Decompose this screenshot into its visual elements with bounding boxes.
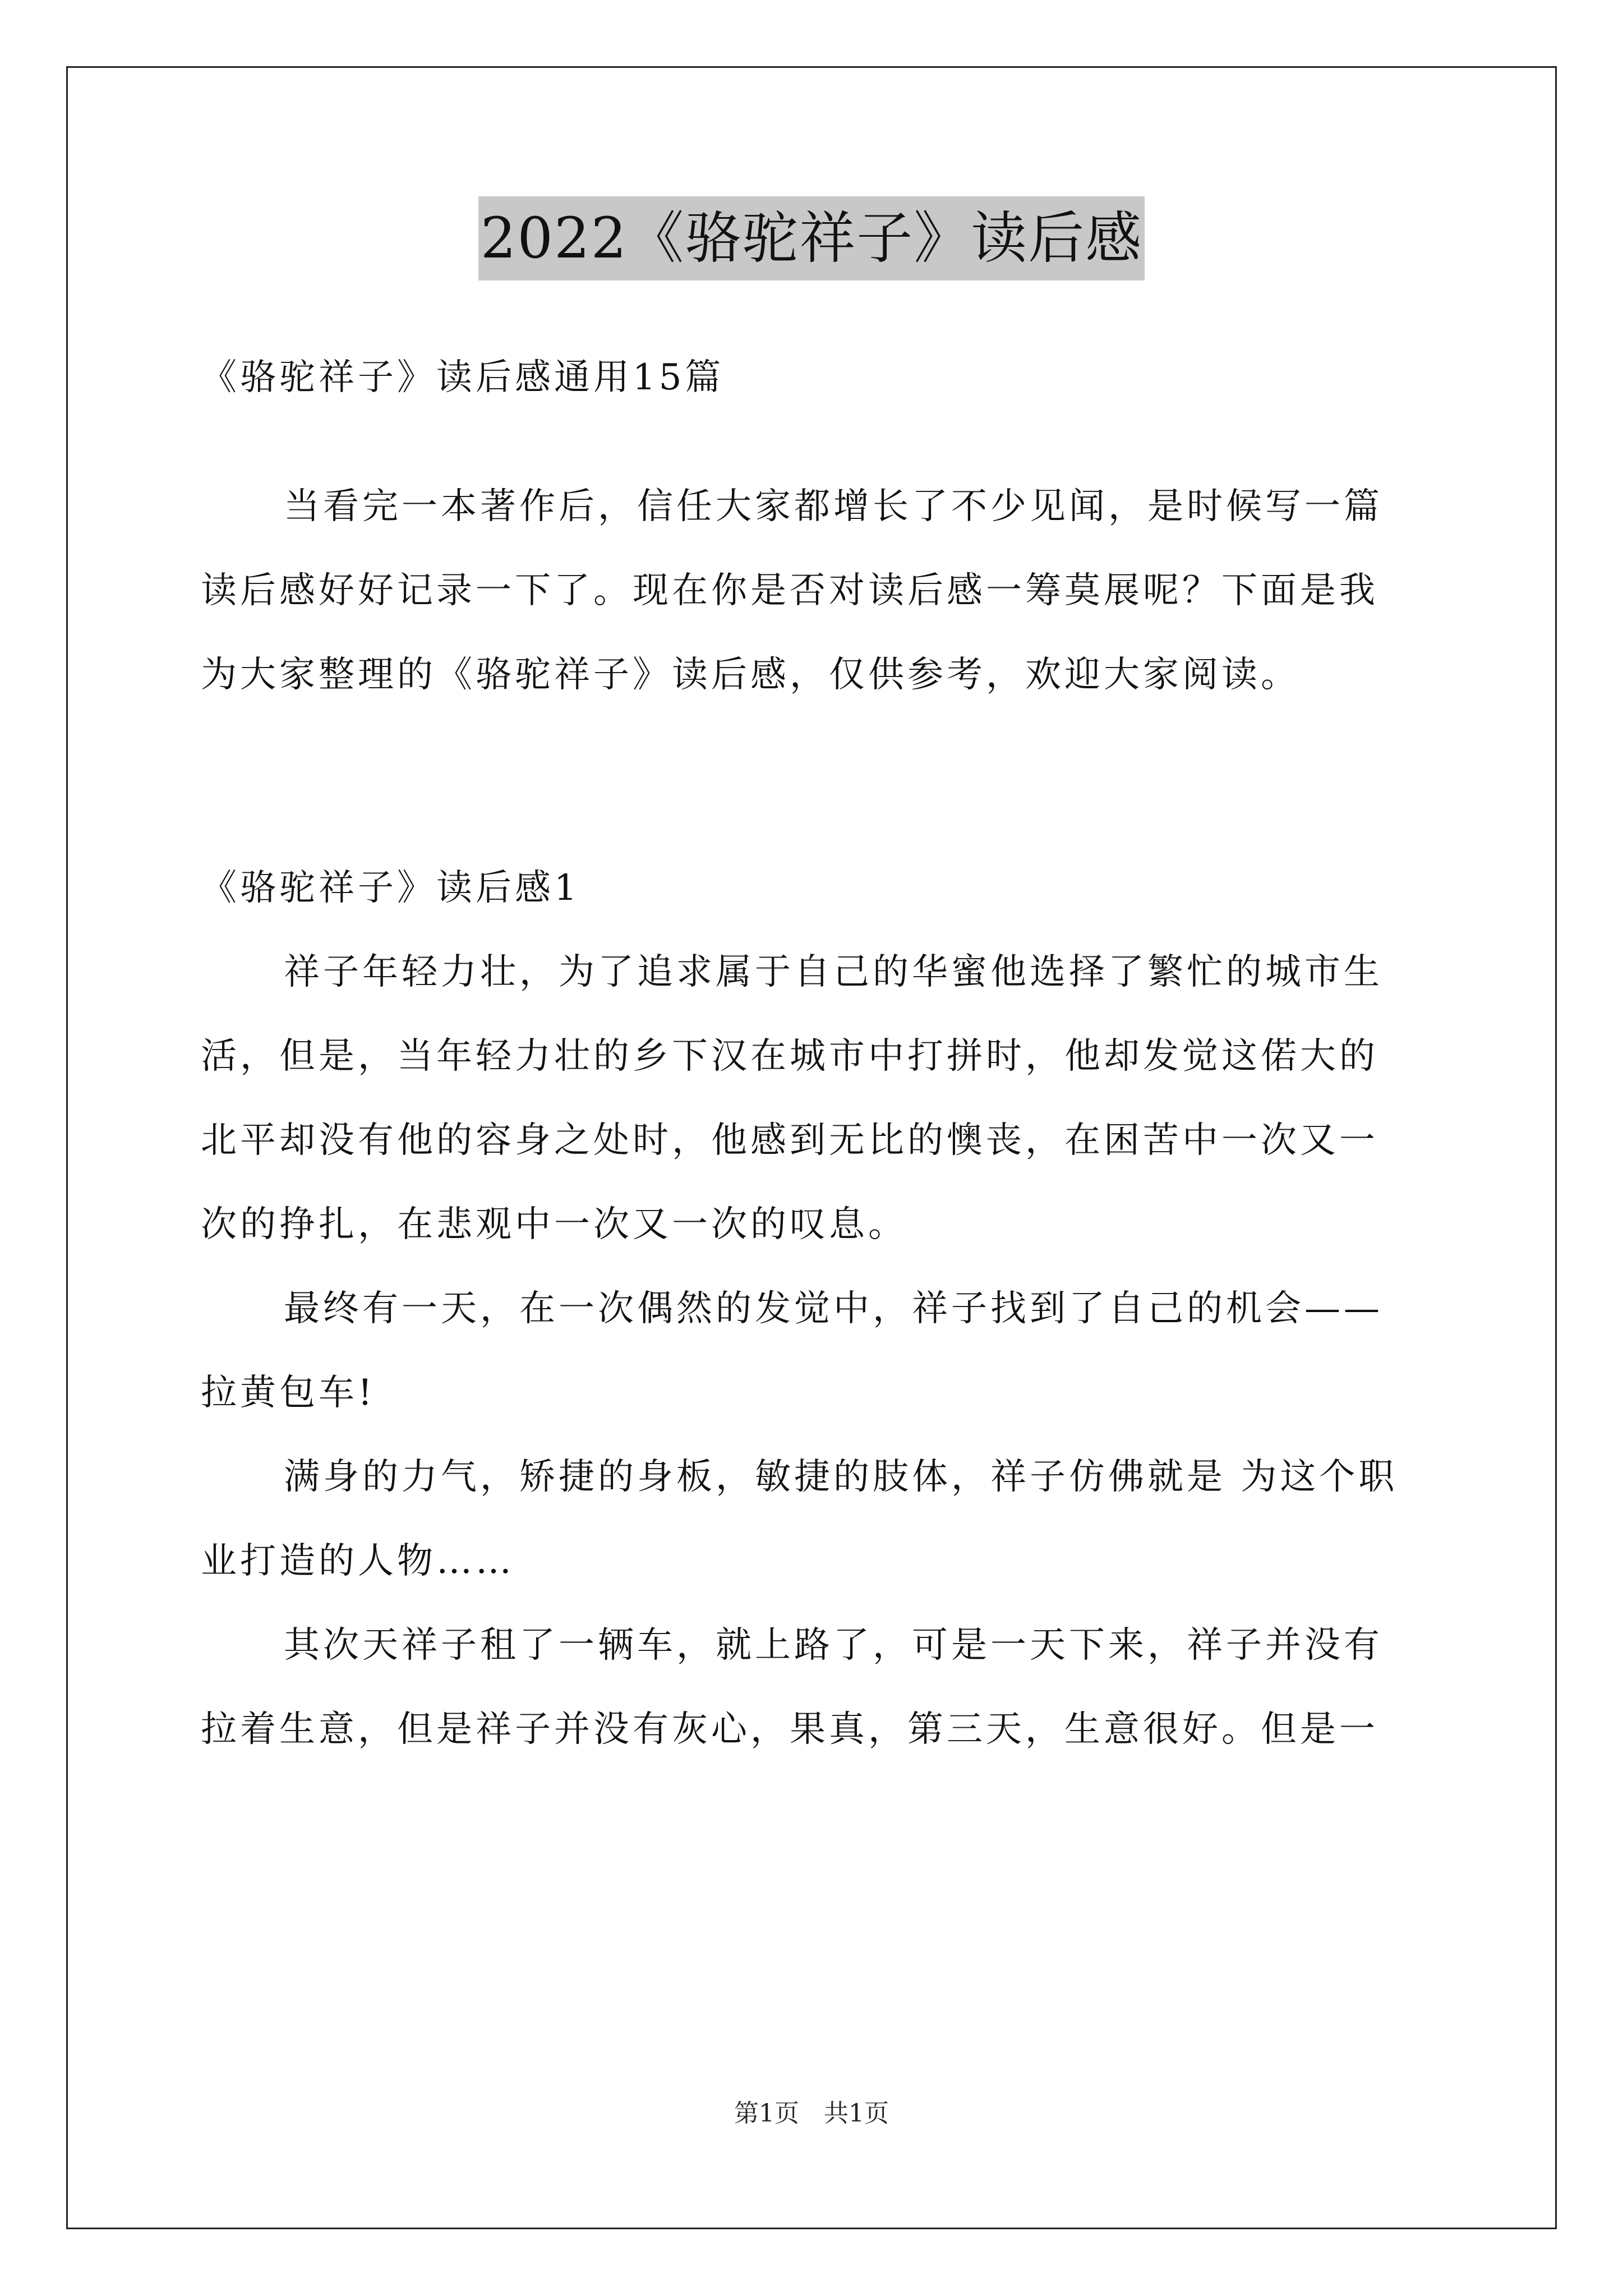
paragraph-2-line-1: 最终有一天，在一次偶然的发觉中，祥子找到了自己的机会—— (284, 1288, 1383, 1329)
spacer (201, 717, 1429, 846)
spacer (201, 420, 1429, 464)
section-heading: 《骆驼祥子》读后感1 (201, 867, 580, 909)
title-wrap (0, 196, 1623, 280)
paragraph-1-line-2: 活，但是，当年轻力壮的乡下汉在城市中打拼时，他却发觉这偌大的 (201, 1036, 1378, 1077)
intro-line-2: 读后感好好记录一下了。现在你是否对读后感一筹莫展呢？下面是我 (201, 570, 1378, 611)
page-footer: 第1页 共1页 (734, 2099, 889, 2128)
paragraph-2-line-2: 拉黄包车! (201, 1372, 376, 1414)
paragraph-4-line-2: 拉着生意，但是祥子并没有灰心，果真，第三天，生意很好。但是一 (201, 1709, 1378, 1750)
paragraph-3-line-2: 业打造的人物…… (201, 1540, 515, 1582)
document-subtitle: 《骆驼祥子》读后感通用15篇 (201, 357, 725, 398)
document-title: 2022《骆驼祥子》读后感 (478, 196, 1145, 280)
paragraph-1-line-4: 次的挣扎，在悲观中一次又一次的叹息。 (201, 1204, 907, 1245)
paragraph-4-line-1: 其次天祥子租了一辆车，就上路了，可是一天下来，祥子并没有 (284, 1625, 1383, 1666)
paragraph-3-line-1: 满身的力气，矫捷的身板，敏捷的肢体，祥子仿佛就是 为这个职 (284, 1456, 1398, 1498)
intro-line-3: 为大家整理的《骆驼祥子》读后感，仅供参考，欢迎大家阅读。 (201, 654, 1300, 696)
paragraph-1-line-1: 祥子年轻力壮，为了追求属于自己的华蜜他选择了繁忙的城市生 (284, 951, 1383, 993)
paragraph-1-line-3: 北平却没有他的容身之处时，他感到无比的懊丧，在困苦中一次又一 (201, 1120, 1378, 1161)
intro-line-1: 当看完一本著作后，信任大家都增长了不少见闻，是时候写一篇 (284, 486, 1383, 527)
document-body (201, 335, 1429, 1772)
